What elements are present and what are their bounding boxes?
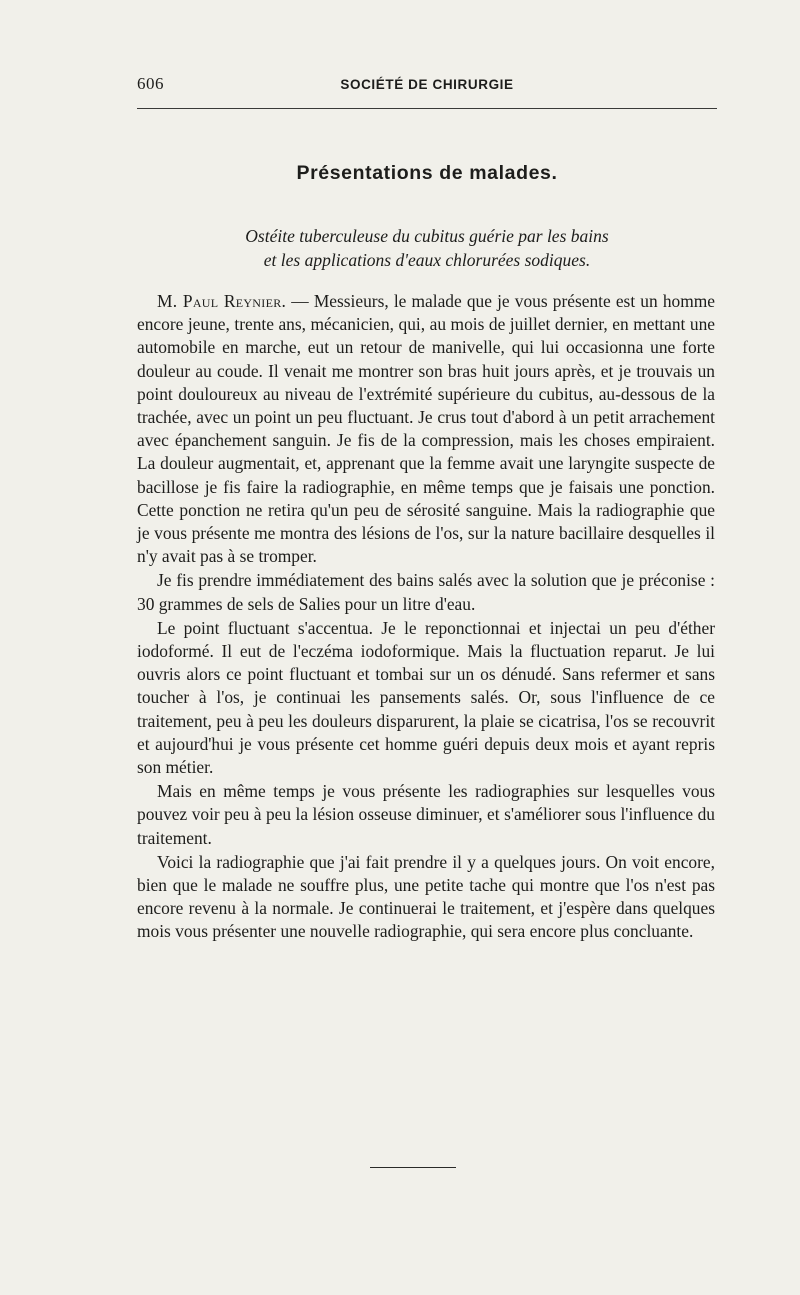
body-paragraph-1 [137, 290, 715, 568]
article-title-line-1: Ostéite tuberculeuse du cubitus guérie par les bains [245, 226, 609, 246]
body-paragraph-5: Voici la radiographie que j'ai fait prendre il y a quelques jours. On voit encore, bien que le malade ne souffre plus, une petite tache qui montre que l'os n'est pas encore revenu à la normale. Je continuerai le traitement, et j'espère dans quelques mois vous présenter une nouvelle radiographie, qui sera encore plus concluante. [137, 851, 715, 942]
article-body [137, 290, 715, 944]
body-paragraph-3: Le point fluctuant s'accentua. Je le reponctionnai et injectai un peu d'éther iodoformé. Il eut de l'eczéma iodoformique. Mais la fluctuation reparut. Je lui ouvris alors ce point fluctuant et tombai sur un os dénudé. Sans refermer et sans toucher à l'os, je continuai les pansements salés. Or, sous l'influence de ce traitement, peu à peu les douleurs disparurent, la plaie se cicatrisa, l'os se recouvrit et aujourd'hui je vous présente cet homme guéri depuis deux mois et ayant repris son métier. [137, 617, 715, 778]
paragraph-text: — Messieurs, le malade que je vous présente est un homme encore jeune, trente ans, mécanicien, qui, au mois de juillet dernier, en mettant une automobile en marche, eut un retour de manivelle, qui lui occasionna une forte douleur au coude. Il venait me montrer son bras huit jours après, et je trouvais un point douloureux au niveau de l'extrémité supérieure du cubitus, au-dessous de la trachée, avec un point un peu fluctuant. Je crus tout d'abord à un petit arrachement avec épanchement sanguin. Je fis de la compression, mais les choses empiraient. La douleur augmentait, et, apprenant que la femme avait une laryngite suspecte de bacillose je fis faire la radiographie, en même temps que je faisais une ponction. Cette ponction ne retira qu'un peu de sérosité sanguine. Mais la radiographie que je vous présente me montra des lésions de l'os, sur la nature bacillaire desquelles il n'y avait pas à se tromper. [137, 291, 715, 567]
section-heading: Présentations de malades. [296, 162, 558, 184]
page-number: 606 [137, 74, 164, 93]
body-paragraph-4: Mais en même temps je vous présente les radiographies sur lesquelles vous pouvez voir peu à peu la lésion osseuse diminuer, et s'améliorer sous l'influence du traitement. [137, 781, 715, 848]
header-rule [137, 108, 717, 109]
page-header [137, 74, 717, 96]
end-of-article-rule [370, 1167, 456, 1168]
article-title-line-2: et les applications d'eaux chlorurées sodiques. [263, 250, 591, 270]
running-title: SOCIÉTÉ DE CHIRURGIE [340, 77, 514, 92]
article-title [137, 224, 717, 272]
body-paragraph-2: Je fis prendre immédiatement des bains salés avec la solution que je préconise : 30 grammes de sels de Salies pour un litre d'eau. [137, 570, 715, 614]
speaker-name: M. Paul Reynier. [157, 291, 287, 311]
